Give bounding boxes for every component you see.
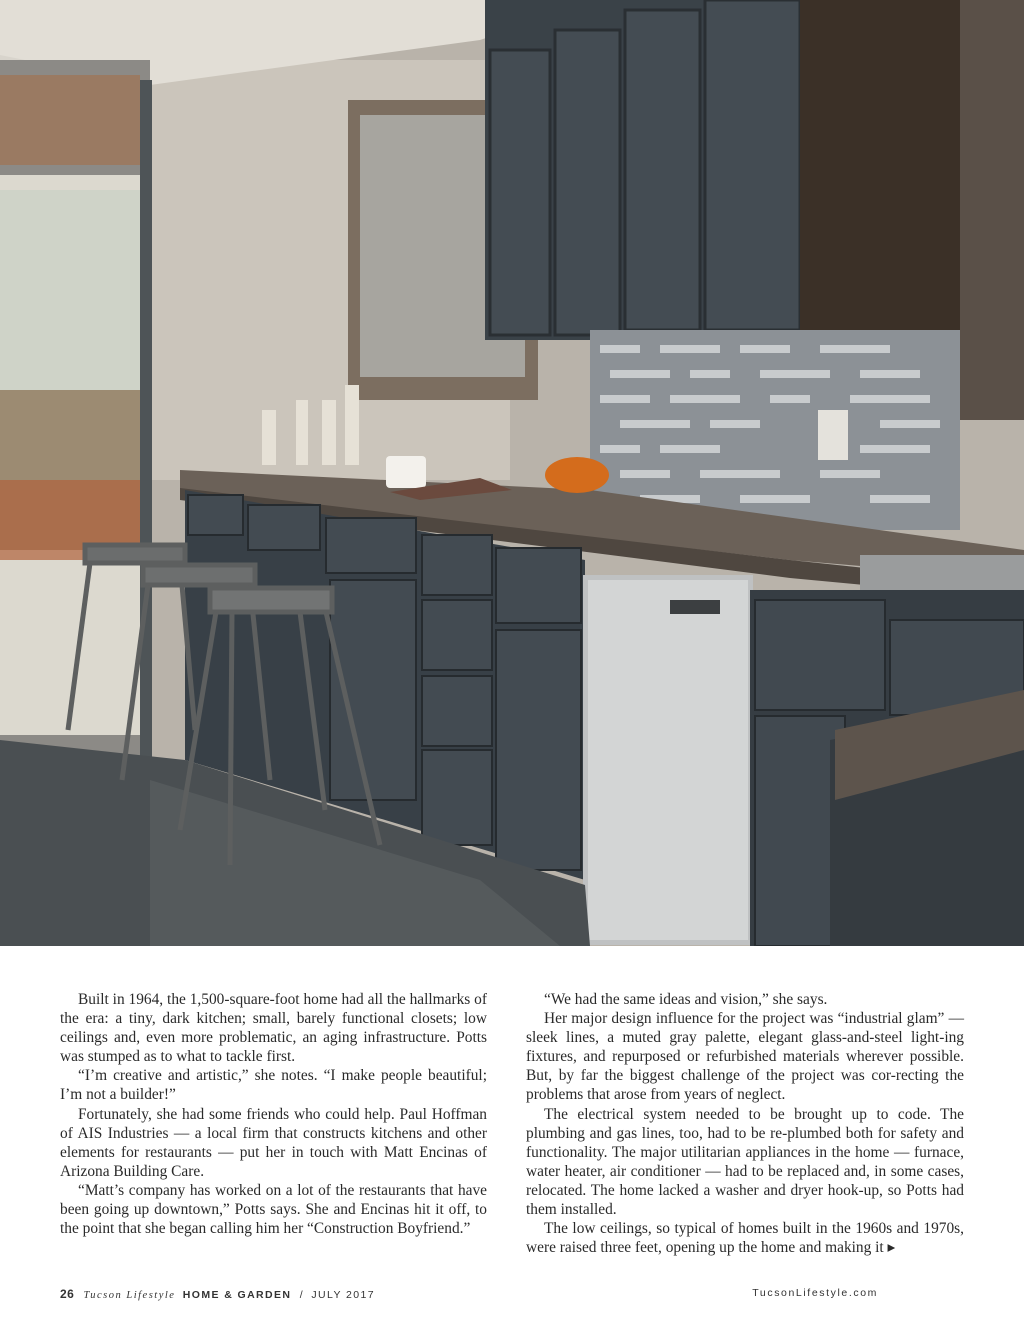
article-column-right (526, 990, 964, 1257)
page-footer (60, 1287, 375, 1301)
paragraph: Fortunately, she had some friends who could help. Paul Hoffman of AIS Industries — a local firm that constructs kitchens and other elements for restaurants — put her in touch with Matt Encinas of Arizona Building Care. (60, 1105, 487, 1180)
magazine-name: Tucson Lifestyle (83, 1290, 176, 1301)
website-url: TucsonLifestyle.com (752, 1287, 878, 1299)
paragraph: The electrical system needed to be brought up to code. The plumbing and gas lines, too, had to be re-plumbed both for safety and functionality. The major utilitarian appliances in the home — furnace, water heater, air conditioner — had to be replaced and, in some cases, relocated. The home lacked a washer and dryer hook-up, so Potts had them installed. (526, 1105, 964, 1219)
paragraph: The low ceilings, so typical of homes built in the 1960s and 1970s, were raised three feet, opening up the home and making it ▸ (526, 1220, 964, 1257)
paragraph: Her major design influence for the project was “industrial glam” — sleek lines, a muted gray palette, elegant glass-and-steel light-ing fixtures, and repurposed or refurbished materials wherever possible. But, by far the biggest challenge of the project was cor-recting the problems that arose from years of neglect. (526, 1010, 964, 1104)
paragraph: “I’m creative and artistic,” she notes. “I make people beautiful; I’m not a builder!” (60, 1067, 487, 1104)
paragraph: “We had the same ideas and vision,” she says. (544, 991, 828, 1008)
article-column-left (60, 990, 487, 1238)
issue-date: JULY 2017 (311, 1289, 375, 1301)
page-number: 26 (60, 1287, 75, 1301)
footer-separator: / (299, 1289, 304, 1301)
paragraph: Built in 1964, the 1,500-square-foot home had all the hallmarks of the era: a tiny, dark kitchen; small, barely functional closets; low ceilings and, even more problematic, an aging infrastructure. Potts was stumped as to what to tackle first. (60, 991, 487, 1066)
section-name: HOME & GARDEN (182, 1289, 292, 1301)
paragraph: “Matt’s company has worked on a lot of the restaurants that have been going up downtown,” Potts says. She and Encinas hit it off, to the point that she began calling him her “Construction Boyfriend.” (60, 1181, 487, 1238)
